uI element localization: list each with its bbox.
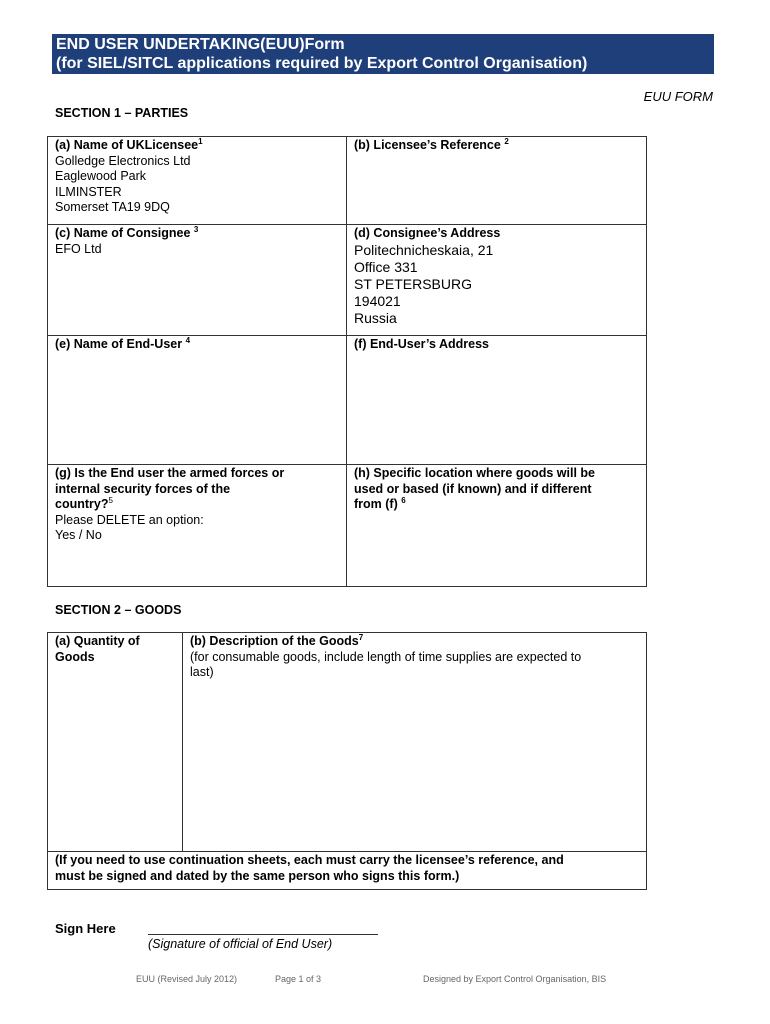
goods-description-label: (b) Description of the Goods (190, 634, 359, 648)
consignee-name-label: (c) Name of Consignee (55, 226, 191, 240)
signature-caption: (Signature of official of End User) (148, 937, 333, 951)
cell-licensee-name[interactable] (55, 138, 340, 216)
footer-designer: Designed by Export Control Organisation, BIS (423, 974, 607, 984)
consignee-address-line: 194021 (354, 292, 401, 309)
section1-heading: SECTION 1 – PARTIES (55, 106, 189, 120)
cell-goods-quantity[interactable] (55, 634, 177, 665)
section1-row-divider (47, 335, 647, 336)
consignee-address-line: Office 331 (354, 258, 418, 275)
cell-consignee-address[interactable] (354, 226, 639, 327)
licensee-line: Eaglewood Park (55, 169, 147, 183)
licensee-line: Golledge Electronics Ltd (55, 153, 191, 168)
signature-line[interactable] (148, 934, 378, 935)
footnote-ref: 7 (358, 632, 364, 642)
consignee-address-line: Politechnicheskaia, 21 (354, 241, 494, 258)
cell-armed-forces-question[interactable] (55, 466, 340, 544)
form-title-line1: END USER UNDERTAKING(EUU)Form (56, 36, 345, 53)
continuation-note-line: (If you need to use continuation sheets, each must carry the licensee’s reference, and (55, 853, 564, 867)
cell-goods-description[interactable] (190, 634, 642, 681)
end-user-name-label: (e) Name of End-User (55, 337, 183, 351)
section1-divider (346, 136, 347, 587)
section2-row-divider (47, 851, 647, 852)
footnote-ref: 5 (108, 495, 113, 505)
armed-forces-question-line: (g) Is the End user the armed forces or (55, 466, 285, 480)
section1-row-divider (47, 224, 647, 225)
footnote-ref: 4 (185, 335, 191, 345)
delete-option-instruction: Please DELETE an option: (55, 512, 204, 527)
footer-revision: EUU (Revised July 2012) (136, 974, 238, 984)
consignee-address-line: ST PETERSBURG (354, 275, 472, 292)
section2-divider (182, 632, 183, 851)
footnote-ref: 1 (198, 136, 203, 146)
section1-row-divider (47, 464, 647, 465)
licensee-line: ILMINSTER (55, 184, 122, 199)
consignee-address-label: (d) Consignee’s Address (354, 226, 501, 240)
footnote-ref: 6 (401, 495, 406, 505)
section2-heading: SECTION 2 – GOODS (55, 603, 182, 617)
goods-description-hint: (for consumable goods, include length of time supplies are expected to (190, 649, 582, 664)
specific-location-label-line: (h) Specific location where goods will be (354, 466, 596, 480)
licensee-reference-label: (b) Licensee’s Reference (354, 138, 501, 152)
licensee-line: Somerset TA19 9DQ (55, 200, 170, 214)
cell-licensee-reference[interactable] (354, 138, 639, 154)
cell-end-user-name[interactable] (55, 337, 340, 353)
goods-quantity-label-line: (a) Quantity of (55, 634, 140, 648)
cell-specific-location[interactable] (354, 466, 639, 513)
consignee-address-line: Russia (354, 309, 397, 326)
footer-page-number: Page 1 of 3 (275, 974, 322, 984)
cell-end-user-address[interactable] (354, 337, 639, 353)
goods-quantity-label-line: Goods (55, 649, 95, 664)
armed-forces-question-line: internal security forces of the (55, 481, 231, 496)
end-user-address-label: (f) End-User’s Address (354, 337, 489, 351)
goods-description-hint: last) (190, 665, 214, 679)
sign-here-label: Sign Here (55, 921, 116, 936)
cell-consignee-name[interactable] (55, 226, 340, 257)
licensee-name-label: (a) Name of UKLicensee (55, 138, 199, 152)
form-title-line2: (for SIEL/SITCL applications required by Export Control Organisation) (56, 55, 588, 72)
continuation-sheets-note (55, 853, 645, 884)
footnote-ref: 2 (504, 136, 509, 146)
specific-location-label-line: from (f) (354, 497, 398, 511)
footnote-ref: 3 (193, 224, 199, 234)
euu-form-label: EUU FORM (643, 89, 713, 104)
continuation-note-line: must be signed and dated by the same person who signs this form.) (55, 868, 460, 883)
specific-location-label-line: used or based (if known) and if different (354, 481, 592, 496)
form-title-banner (52, 34, 714, 74)
yes-no-options[interactable]: Yes / No (55, 528, 102, 542)
consignee-name-value: EFO Ltd (55, 241, 102, 256)
armed-forces-question-line: country? (55, 497, 109, 511)
